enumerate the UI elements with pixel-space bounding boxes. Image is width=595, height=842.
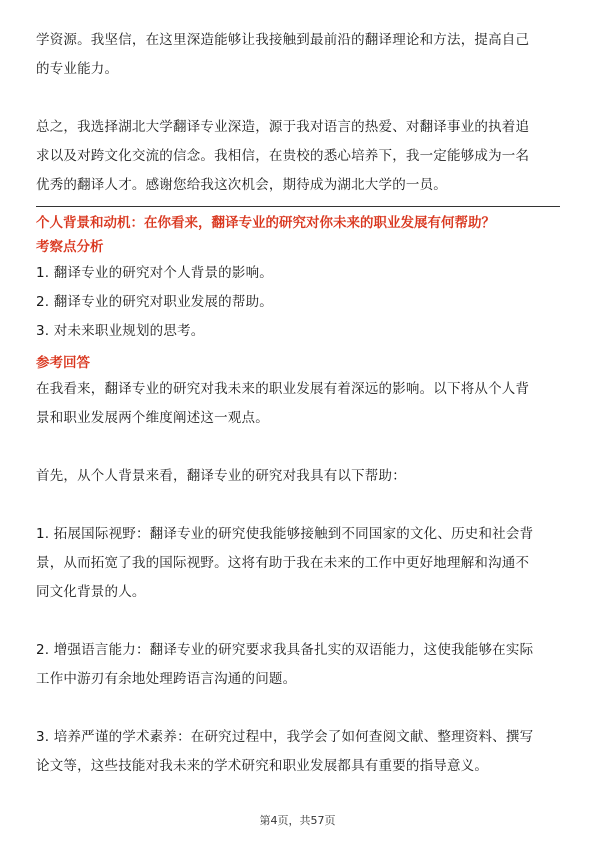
- item2-line-2: 工作中游刃有余地处理跨语言沟通的问题。: [36, 671, 297, 687]
- analysis-heading: 考察点分析: [36, 239, 104, 255]
- answer-intro-line-2: 景和职业发展两个维度阐述这一观点。: [36, 410, 269, 426]
- analysis-point-2: 2. 翻译专业的研究对职业发展的帮助。: [36, 294, 273, 310]
- item1-line-1: 1. 拓展国际视野：翻译专业的研究使我能够接触到不同国家的文化、历史和社会背: [36, 526, 534, 542]
- analysis-point-1: 1. 翻译专业的研究对个人背景的影响。: [36, 265, 273, 281]
- conclusion-line-2: 求以及对跨文化交流的信念。我相信，在贵校的悉心培养下，我一定能够成为一名: [36, 148, 530, 164]
- answer-heading: 参考回答: [36, 355, 90, 371]
- item1-line-3: 同文化背景的人。: [36, 584, 146, 600]
- item3-line-2: 论文等，这些技能对我未来的学术研究和职业发展都具有重要的指导意义。: [36, 758, 489, 774]
- intro-line-1: 学资源。我坚信，在这里深造能够让我接触到最前沿的翻译理论和方法，提高自己: [36, 32, 530, 48]
- question-heading: 个人背景和动机：在你看来，翻译专业的研究对你未来的职业发展有何帮助？: [36, 215, 495, 231]
- first-point: 首先，从个人背景来看，翻译专业的研究对我具有以下帮助：: [36, 468, 406, 484]
- section-divider: [36, 206, 560, 207]
- conclusion-line-1: 总之，我选择湖北大学翻译专业深造，源于我对语言的热爱、对翻译事业的执着追: [36, 119, 530, 135]
- answer-intro-line-1: 在我看来，翻译专业的研究对我未来的职业发展有着深远的影响。以下将从个人背: [36, 381, 530, 397]
- intro-line-2: 的专业能力。: [36, 61, 119, 77]
- analysis-point-3: 3. 对未来职业规划的思考。: [36, 323, 205, 339]
- conclusion-line-3: 优秀的翻译人才。感谢您给我这次机会，期待成为湖北大学的一员。: [36, 177, 447, 193]
- item3-line-1: 3. 培养严谨的学术素养：在研究过程中，我学会了如何查阅文献、整理资料、撰写: [36, 729, 534, 745]
- item1-line-2: 景，从而拓宽了我的国际视野。这将有助于我在未来的工作中更好地理解和沟通不: [36, 555, 530, 571]
- item2-line-1: 2. 增强语言能力：翻译专业的研究要求我具备扎实的双语能力，这使我能够在实际: [36, 642, 534, 658]
- document-page: [36, 26, 560, 781]
- page-footer: 第4页，共57页: [259, 814, 336, 827]
